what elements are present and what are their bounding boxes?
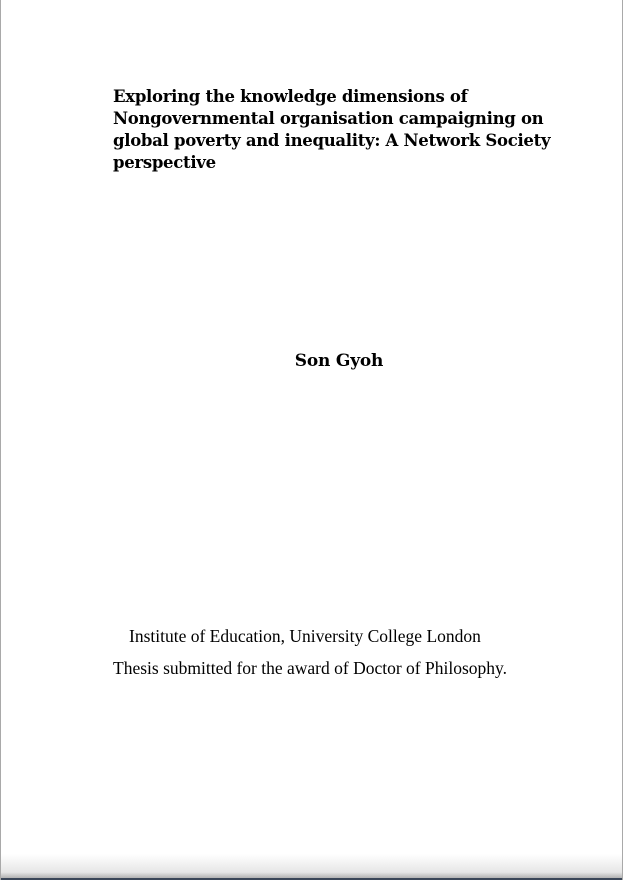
thesis-title: Exploring the knowledge dimensions of Nongovernmental organisation campaigning on global poverty and inequality: A Network Society perspective bbox=[113, 87, 551, 172]
submission-statement: Thesis submitted for the award of Doctor of Philosophy. bbox=[113, 658, 508, 678]
page-bottom-shadow bbox=[1, 854, 623, 880]
author-name: Son Gyoh bbox=[294, 351, 384, 371]
institution-name: Institute of Education, University College London bbox=[129, 626, 481, 646]
